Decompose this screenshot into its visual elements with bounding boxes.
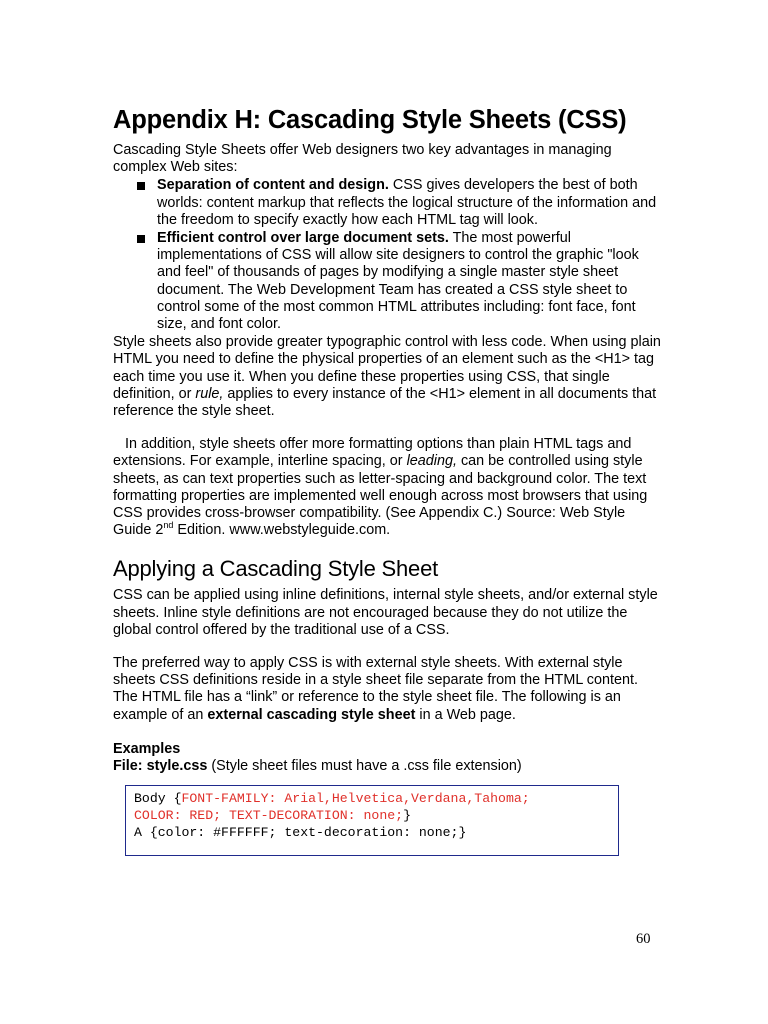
- code-token-red: FONT-FAMILY: Arial,Helvetica,Verdana,Tahoma;: [181, 791, 530, 807]
- applying-css-paragraph: CSS can be applied using inline definitions, internal style sheets, and/or external style sheets. Inline style definitions are not encouraged because they do not utilize the global control offered by the traditional use of a CSS.: [113, 587, 658, 638]
- section-heading: Applying a Cascading Style Sheet: [113, 556, 439, 582]
- code-token: Body {: [134, 791, 182, 807]
- paragraph-text: In addition, style sheets offer more formatting options than plain HTML tags and extensions. For example, interline spacing, or: [113, 436, 636, 470]
- paragraph-text: in a Web page.: [415, 706, 516, 723]
- paragraph-text: can be controlled using style sheets, as can text properties such as letter-spacing and background color. The text formatting properties are implemented well enough across most browsers that using CSS provides cross-browser compatibility. (See Appendix C.) Source: Web Style Guide 2: [113, 453, 652, 539]
- square-bullet-icon: [137, 182, 145, 190]
- examples-heading: Examples: [113, 740, 181, 757]
- bullet-lead: Efficient control over large document sets.: [157, 230, 449, 247]
- emphasis-leading: leading,: [406, 453, 457, 470]
- code-token: A {color: #FFFFFF; text-decoration: none;}: [134, 825, 467, 841]
- page-title: Appendix H: Cascading Style Sheets (CSS): [113, 106, 627, 134]
- code-token-red: COLOR: RED; TEXT-DECORATION: none;: [134, 808, 404, 824]
- bold-term: external cascading style sheet: [207, 706, 416, 723]
- paragraph-text: The preferred way to apply CSS is with external style sheets. With external style sheets CSS definitions reside in a style sheet file separate from the HTML content. The HTML file has a “link” or reference to the style sheet file. The following is an example of an: [113, 655, 638, 723]
- intro-paragraph: Cascading Style Sheets offer Web designers two key advantages in managing complex Web sites:: [113, 142, 612, 176]
- bullet-text: The most powerful implementations of CSS will allow site designers to control the graphic "look and feel" of thousands of pages by modifying a single master style sheet document. The Web Development Team has created a CSS style sheet to control some of the most common HTML attributes including: font face, font size, and font color.: [157, 230, 639, 333]
- bullet-text: CSS gives developers the best of both worlds: content markup that reflects the logical structure of the information and the freedom to specify exactly how each HTML tag will look.: [157, 177, 657, 228]
- advantages-list: [113, 177, 663, 333]
- code-example-box: [125, 785, 619, 856]
- emphasis-rule: rule,: [195, 385, 224, 402]
- file-note: (Style sheet files must have a .css file extension): [207, 758, 522, 775]
- document-page: [113, 104, 663, 856]
- formatting-options-paragraph: [113, 436, 663, 539]
- typographic-control-paragraph: [113, 334, 663, 420]
- page-number: 60: [636, 931, 651, 947]
- code-token: }: [403, 808, 411, 824]
- superscript-nd: nd: [163, 520, 174, 531]
- paragraph-text: Edition. www.webstyleguide.com.: [173, 522, 391, 539]
- bullet-lead: Separation of content and design.: [157, 177, 389, 194]
- file-line: [113, 758, 663, 775]
- file-label: File: style.css: [113, 758, 208, 775]
- paragraph-text: Style sheets also provide greater typographic control with less code. When using plain HTML you need to define the physical properties of an element such as the <H1> tag each time you use it. When you define these properties using CSS, that single definition, or: [113, 334, 661, 402]
- external-css-paragraph: [113, 655, 663, 724]
- list-item: [135, 177, 663, 229]
- paragraph-text: applies to every instance of the <H1> element in all documents that reference the style sheet.: [113, 385, 657, 420]
- square-bullet-icon: [137, 235, 145, 243]
- list-item: [135, 230, 663, 333]
- examples-label: [113, 741, 663, 758]
